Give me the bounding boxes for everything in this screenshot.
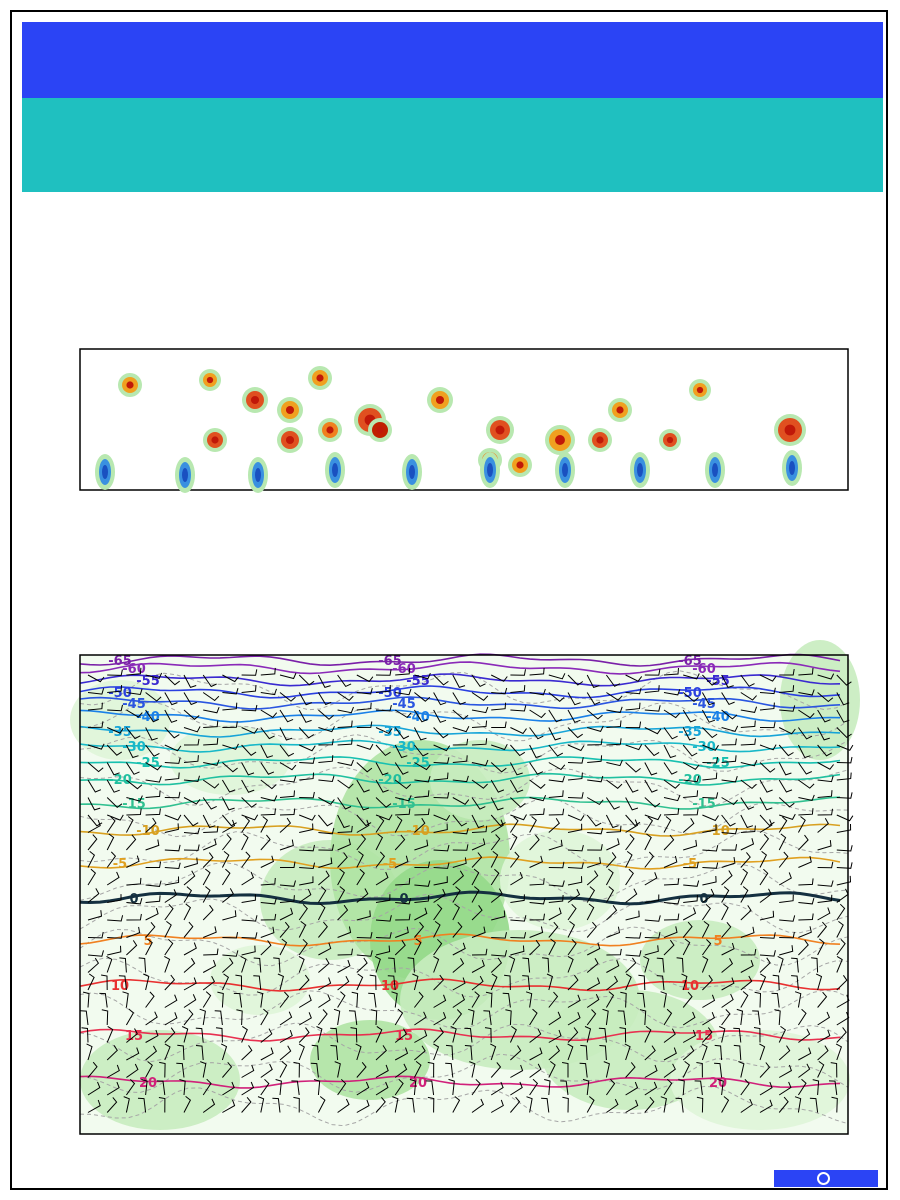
isotherm-label: -25 <box>136 756 160 771</box>
subsidence-core <box>562 463 568 477</box>
subsidence-core <box>712 463 718 477</box>
isotherm-label: 20 <box>708 1076 728 1091</box>
isotherm-label: -30 <box>692 740 716 755</box>
isotherm-label: -50 <box>108 686 132 701</box>
isotherm-label: -30 <box>122 740 146 755</box>
isotherm-label: -5 <box>112 857 128 872</box>
isotherm-label: -65 <box>378 654 402 669</box>
isotherm-label: -35 <box>378 725 402 740</box>
isotherm-label: 5 <box>713 934 723 949</box>
vv-shade-core <box>436 396 444 404</box>
isotherm-label: -10 <box>406 824 430 839</box>
subsidence-core <box>102 465 108 479</box>
weaclim-logo <box>774 1170 878 1187</box>
isotherm-label: 5 <box>413 934 423 949</box>
isotherm-label: 10 <box>110 979 130 994</box>
isotherm-label: -45 <box>692 697 716 712</box>
vv-shade-core <box>516 461 523 468</box>
vv-shade-core <box>697 387 703 393</box>
isotherm-label: -10 <box>136 824 160 839</box>
isotherm-label: -50 <box>678 686 702 701</box>
isotherm-label: -65 <box>108 654 132 669</box>
subsidence-core <box>409 465 415 479</box>
vv-shade-core <box>211 436 218 443</box>
isotherm-label: 20 <box>138 1076 158 1091</box>
isotherm-label: -15 <box>122 797 146 812</box>
isotherm-label: -55 <box>706 674 730 689</box>
isotherm-label: -15 <box>692 797 716 812</box>
isotherm-label: -45 <box>392 697 416 712</box>
isotherm-label: -40 <box>706 710 730 725</box>
vv-shade-core <box>376 426 383 433</box>
isotherm-label: -45 <box>122 697 146 712</box>
isotherm-label: -50 <box>378 686 402 701</box>
isotherm-label: -55 <box>406 674 430 689</box>
subsidence-core <box>637 463 643 477</box>
rh-shade <box>430 740 530 820</box>
vv-shade-core <box>667 437 673 443</box>
isotherm-label: -20 <box>678 773 702 788</box>
isotherm-label: 15 <box>694 1029 714 1044</box>
isotherm-label: -5 <box>382 857 398 872</box>
vv-shade-core <box>596 436 603 443</box>
isotherm-label: -25 <box>406 756 430 771</box>
isotherm-label: -40 <box>136 710 160 725</box>
isotherm-label: -30 <box>392 740 416 755</box>
vv-shade-core <box>616 406 623 413</box>
vv-shade-core <box>326 426 333 433</box>
isotherm-label: 0 <box>699 892 709 907</box>
isotherm-label: -20 <box>378 773 402 788</box>
isotherm-label: -20 <box>108 773 132 788</box>
isotherm-label: -25 <box>706 756 730 771</box>
subsidence-core <box>487 463 493 477</box>
rh-shade <box>80 1030 240 1130</box>
vv-shade-core <box>785 425 796 436</box>
logo-icon <box>817 1172 830 1185</box>
isotherm-label: -60 <box>692 662 716 677</box>
isotherm-label: -10 <box>706 824 730 839</box>
isotherm-label: -60 <box>122 662 146 677</box>
isotherm-label: 0 <box>399 892 409 907</box>
isotherm-label: -5 <box>682 857 698 872</box>
isotherm-label: -65 <box>678 654 702 669</box>
isotherm-label: 10 <box>380 979 400 994</box>
vv-shade-core <box>286 436 294 444</box>
isotherm-label: -35 <box>108 725 132 740</box>
subsidence-core <box>182 468 188 482</box>
subsidence-core <box>255 468 261 482</box>
isotherm-label: -60 <box>392 662 416 677</box>
vv-shade-core <box>496 426 505 435</box>
vv-shade-core <box>286 406 294 414</box>
vv-shade-core <box>555 435 565 445</box>
isotherm-label: -35 <box>678 725 702 740</box>
isotherm-label: 15 <box>124 1029 144 1044</box>
isotherm-label: 15 <box>394 1029 414 1044</box>
vv-shade-core <box>126 381 133 388</box>
vv-shade-core <box>207 377 213 383</box>
isotherm-label: -40 <box>406 710 430 725</box>
isotherm-label: -15 <box>392 797 416 812</box>
isotherm-label: 5 <box>143 934 153 949</box>
vv-panel-frame <box>80 349 848 490</box>
isotherm-label: -55 <box>136 674 160 689</box>
isotherm-label: 20 <box>408 1076 428 1091</box>
subsidence-core <box>789 461 795 475</box>
vv-shade-core <box>316 374 323 381</box>
isotherm-label: 10 <box>680 979 700 994</box>
isotherm-label: 0 <box>129 892 139 907</box>
vv-shade-core <box>251 396 259 404</box>
subsidence-core <box>332 463 338 477</box>
